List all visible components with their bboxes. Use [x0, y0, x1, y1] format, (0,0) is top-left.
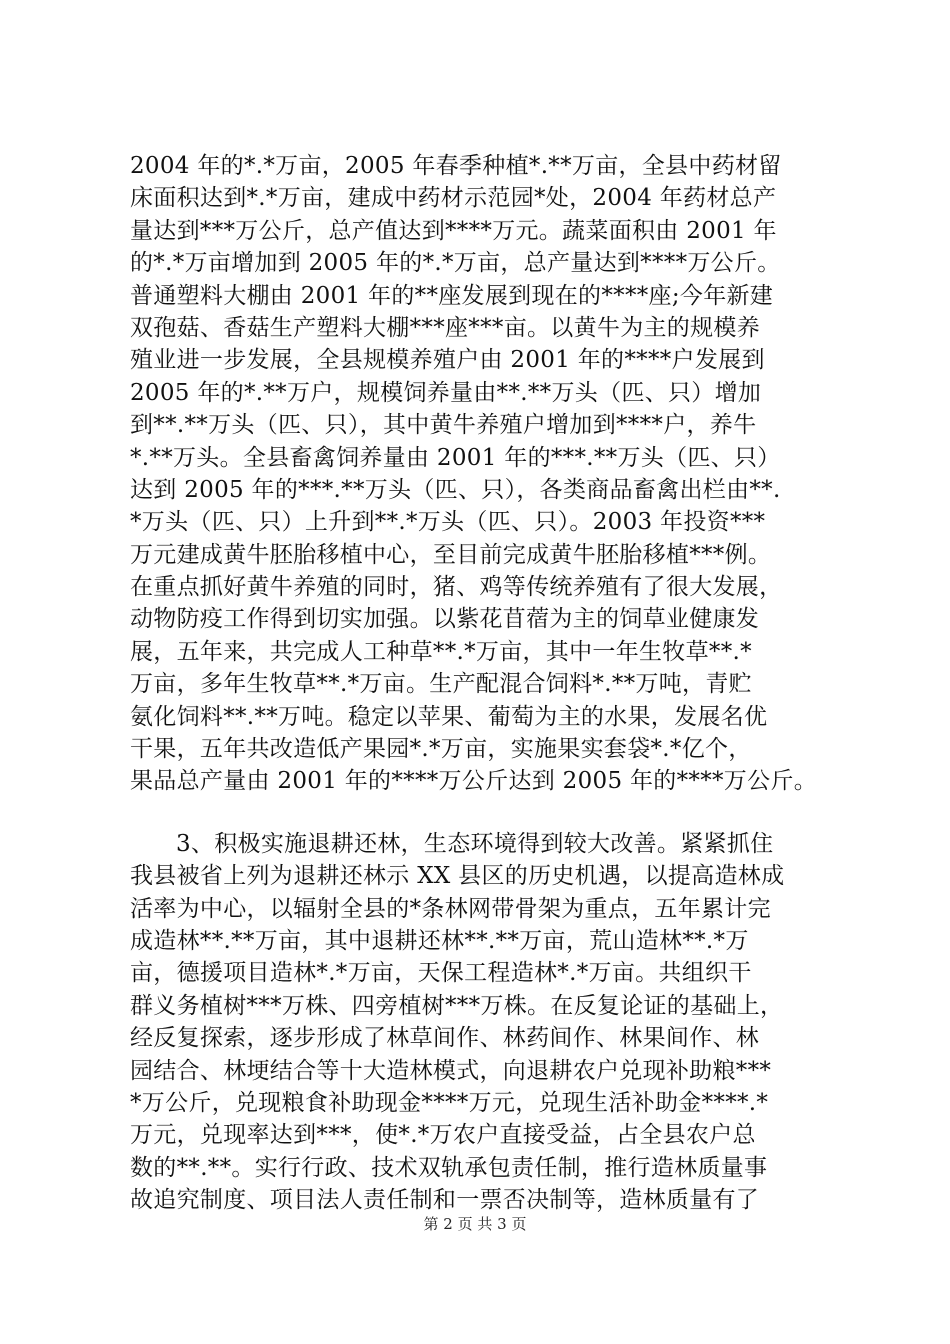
- text-line: 万元建成黄牛胚胎移植中心，至目前完成黄牛胚胎移植***例。: [130, 541, 772, 568]
- document-body: [130, 150, 830, 1217]
- page-footer: 第 2 页 共 3 页: [423, 1215, 527, 1233]
- paragraph-agriculture: [130, 150, 830, 798]
- text-line: 果品总产量由 2001 年的****万公斤达到 2005 年的****万公斤。: [130, 768, 818, 795]
- text-line: 园结合、林埂结合等十大造林模式，向退耕农户兑现补助粮***: [130, 1057, 772, 1084]
- text-line: 数的**.**。实行行政、技术双轨承包责任制，推行造林质量事: [130, 1154, 768, 1181]
- text-line: 成造林**.**万亩，其中退耕还林**.**万亩，荒山造林**.*万: [130, 927, 749, 954]
- text-line: 床面积达到*.*万亩，建成中药材示范园*处，2004 年药材总产: [130, 185, 777, 212]
- text-line: 2005 年的*.**万户，规模饲养量由**.**万头（匹、只）增加: [130, 379, 762, 406]
- text-line: 群义务植树***万株、四旁植树***万株。在反复论证的基础上，: [130, 992, 784, 1019]
- text-line: 的*.*万亩增加到 2005 年的*.*万亩，总产量达到****万公斤。: [130, 250, 781, 277]
- text-line: 到**.**万头（匹、只），其中黄牛养殖户增加到****户，养牛: [130, 412, 757, 439]
- text-line: 故追究制度、项目法人责任制和一票否决制等，造林质量有了: [130, 1187, 760, 1214]
- text-line: 在重点抓好黄牛养殖的同时，猪、鸡等传统养殖有了很大发展，: [130, 574, 783, 601]
- text-line: 干果，五年共改造低产果园*.*万亩，实施果实套袋*.*亿个，: [130, 736, 752, 763]
- text-line: 经反复探索，逐步形成了林草间作、林药间作、林果间作、林: [130, 1025, 760, 1052]
- text-line: 双孢菇、香菇生产塑料大棚***座***亩。以黄牛为主的规模养: [130, 314, 760, 341]
- text-line: 万亩，多年生牧草**.*万亩。生产配混合饲料*.**万吨，青贮: [130, 671, 752, 698]
- text-line: 氨化饲料**.**万吨。稳定以苹果、葡萄为主的水果，发展名优: [130, 703, 768, 730]
- text-line: 3、积极实施退耕还林，生态环境得到较大改善。紧紧抓住: [176, 830, 774, 857]
- text-line: 亩，德援项目造林*.*万亩，天保工程造林*.*万亩。共组织干: [130, 960, 752, 987]
- text-line: *万公斤，兑现粮食补助现金****万元，兑现生活补助金****.*: [130, 1089, 769, 1116]
- paragraph-reforestation: [130, 828, 830, 1217]
- text-line: 我县被省上列为退耕还林示 XX 县区的历史机遇，以提高造林成: [130, 863, 785, 890]
- text-line: *万头（匹、只）上升到**.*万头（匹、只）。2003 年投资***: [130, 509, 766, 536]
- text-line: 普通塑料大棚由 2001 年的**座发展到现在的****座;今年新建: [130, 282, 774, 309]
- text-line: 万元，兑现率达到***，使*.*万农户直接受益，占全县农户总: [130, 1122, 756, 1149]
- paragraph-gap: [130, 798, 830, 828]
- text-line: *.**万头。全县畜禽饲养量由 2001 年的***.**万头（匹、只）: [130, 444, 781, 471]
- text-line: 活率为中心，以辐射全县的*条林网带骨架为重点，五年累计完: [130, 895, 771, 922]
- text-line: 量达到***万公斤，总产值达到****万元。蔬菜面积由 2001 年: [130, 217, 777, 244]
- text-line: 达到 2005 年的***.**万头（匹、只），各类商品畜禽出栏由**.: [130, 476, 781, 503]
- text-line: 展，五年来，共完成人工种草**.*万亩，其中一年生牧草**.*: [130, 638, 752, 665]
- text-line: 殖业进一步发展，全县规模养殖户由 2001 年的****户发展到: [130, 347, 765, 374]
- text-line: 2004 年的*.*万亩，2005 年春季种植*.**万亩，全县中药材留: [130, 153, 782, 179]
- text-line: 动物防疫工作得到切实加强。以紫花苜蓿为主的饲草业健康发: [130, 606, 760, 633]
